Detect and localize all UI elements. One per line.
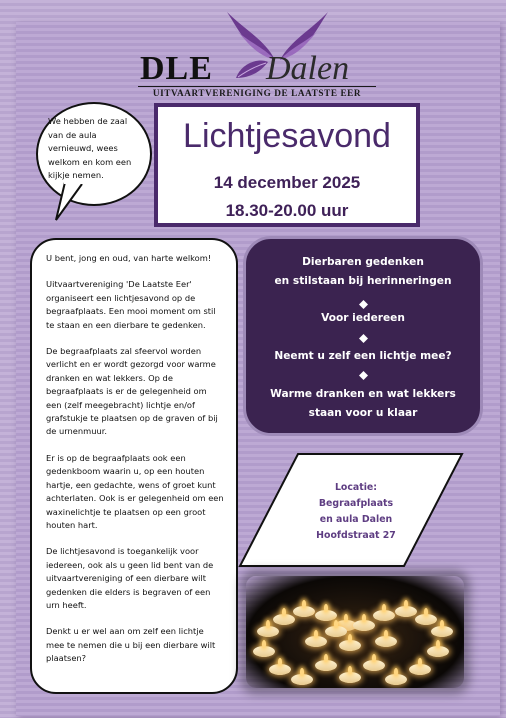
candle-flame (382, 604, 386, 612)
highlight-item (246, 309, 480, 328)
speech-bubble-text: We hebben de zaal van de aula vernieuwd, wees welkom en kom een kijkje nemen. (48, 116, 132, 180)
candle-flame (348, 666, 352, 674)
candle-flame (302, 600, 306, 608)
main-text-panel (30, 238, 238, 694)
candle-flame (440, 620, 444, 628)
memorial-tree-paragraph: Er is op de begraafplaats ook een gedenkboom waarin u, op een houten hartje, een gedachte, wens of groet kunt achterlaten. Ook is er gelegenheid om een waxinelichtje te plaatsen op een groot houten hart. (46, 452, 224, 530)
diamond-bullet-icon (359, 300, 368, 309)
candle-flame (404, 600, 408, 608)
highlight-line: Voor iedereen (321, 312, 405, 324)
candle-flame (424, 608, 428, 616)
reminder-paragraph: Denkt u er wel aan om zelf een lichtje mee te nemen die u bij een dierbare wilt plaatsen? (46, 626, 216, 664)
diamond-bullet-icon (359, 371, 368, 380)
candle-flame (372, 654, 376, 662)
candle-flame (362, 614, 366, 622)
highlight-line: en stilstaan bij herinneringen (274, 275, 452, 287)
highlight-line: Neemt u zelf een lichtje mee? (274, 350, 452, 362)
candle-flame (262, 640, 266, 648)
event-date: 14 december 2025 (213, 173, 361, 192)
speech-bubble-tail-icon (52, 178, 92, 222)
candle-flame (344, 614, 348, 622)
candle-flame (334, 620, 338, 628)
candle-flame (282, 608, 286, 616)
organizer-paragraph: Uitvaartvereniging 'De Laatste Eer' organiseert een lichtjesavond op de begraafplaats. Een mooi moment om stil te staan en een dierbare te gedenken. (46, 279, 216, 330)
candle-flame (348, 634, 352, 642)
location-line: Begraafplaats (318, 498, 394, 509)
logo-leaf-icon (234, 58, 270, 80)
atmosphere-paragraph: De begraafplaats zal sfeervol worden verlicht en er wordt gezorgd voor warme dranken en wat lekkers. Op de begraafplaats is er de gelegenheid om een (zelf meegebracht) lichtje en/of grafstukje te plaatsen op de graven of bij de urnenmuur. (46, 346, 218, 437)
candle-flame (394, 668, 398, 676)
candle-flame (384, 630, 388, 638)
event-time: 18.30-20.00 uur (225, 201, 349, 220)
logo-initials: DLE (140, 50, 213, 87)
candle-flame (278, 658, 282, 666)
candles-heart-photo (246, 576, 464, 688)
highlights-panel (243, 236, 483, 436)
logo-tagline: UITVAARTVERENIGING DE LAATSTE EER (138, 86, 376, 99)
location-block (296, 480, 416, 544)
highlight-item (246, 385, 480, 423)
highlight-line: staan voor u klaar (308, 407, 418, 419)
candle-flame (266, 620, 270, 628)
candle-flame (324, 604, 328, 612)
location-line: en aula Dalen (319, 514, 393, 525)
candle-flame (324, 654, 328, 662)
highlight-line: Warme dranken en wat lekkers (270, 388, 456, 400)
location-label: Locatie: (334, 482, 378, 493)
diamond-bullet-icon (359, 334, 368, 343)
highlight-item (246, 347, 480, 366)
event-title-box (154, 103, 420, 227)
highlight-line: Dierbaren gedenken (302, 256, 424, 268)
candle-flame (436, 640, 440, 648)
highlight-item (246, 253, 480, 291)
event-title: Lichtjesavond (183, 117, 391, 155)
location-address: Hoofdstraat 27 (316, 530, 396, 541)
intro-paragraph: U bent, jong en oud, van harte welkom! (46, 253, 212, 263)
candle-flame (314, 630, 318, 638)
candle-flame (300, 668, 304, 676)
accessibility-paragraph: De lichtjesavond is toegankelijk voor iedereen, ook als u geen lid bent van de uitvaartvereniging of een dierbare wilt gedenken die elders is begraven of een urn heeft. (46, 546, 214, 610)
candle-flame (418, 658, 422, 666)
logo-name: Dalen (266, 50, 350, 87)
